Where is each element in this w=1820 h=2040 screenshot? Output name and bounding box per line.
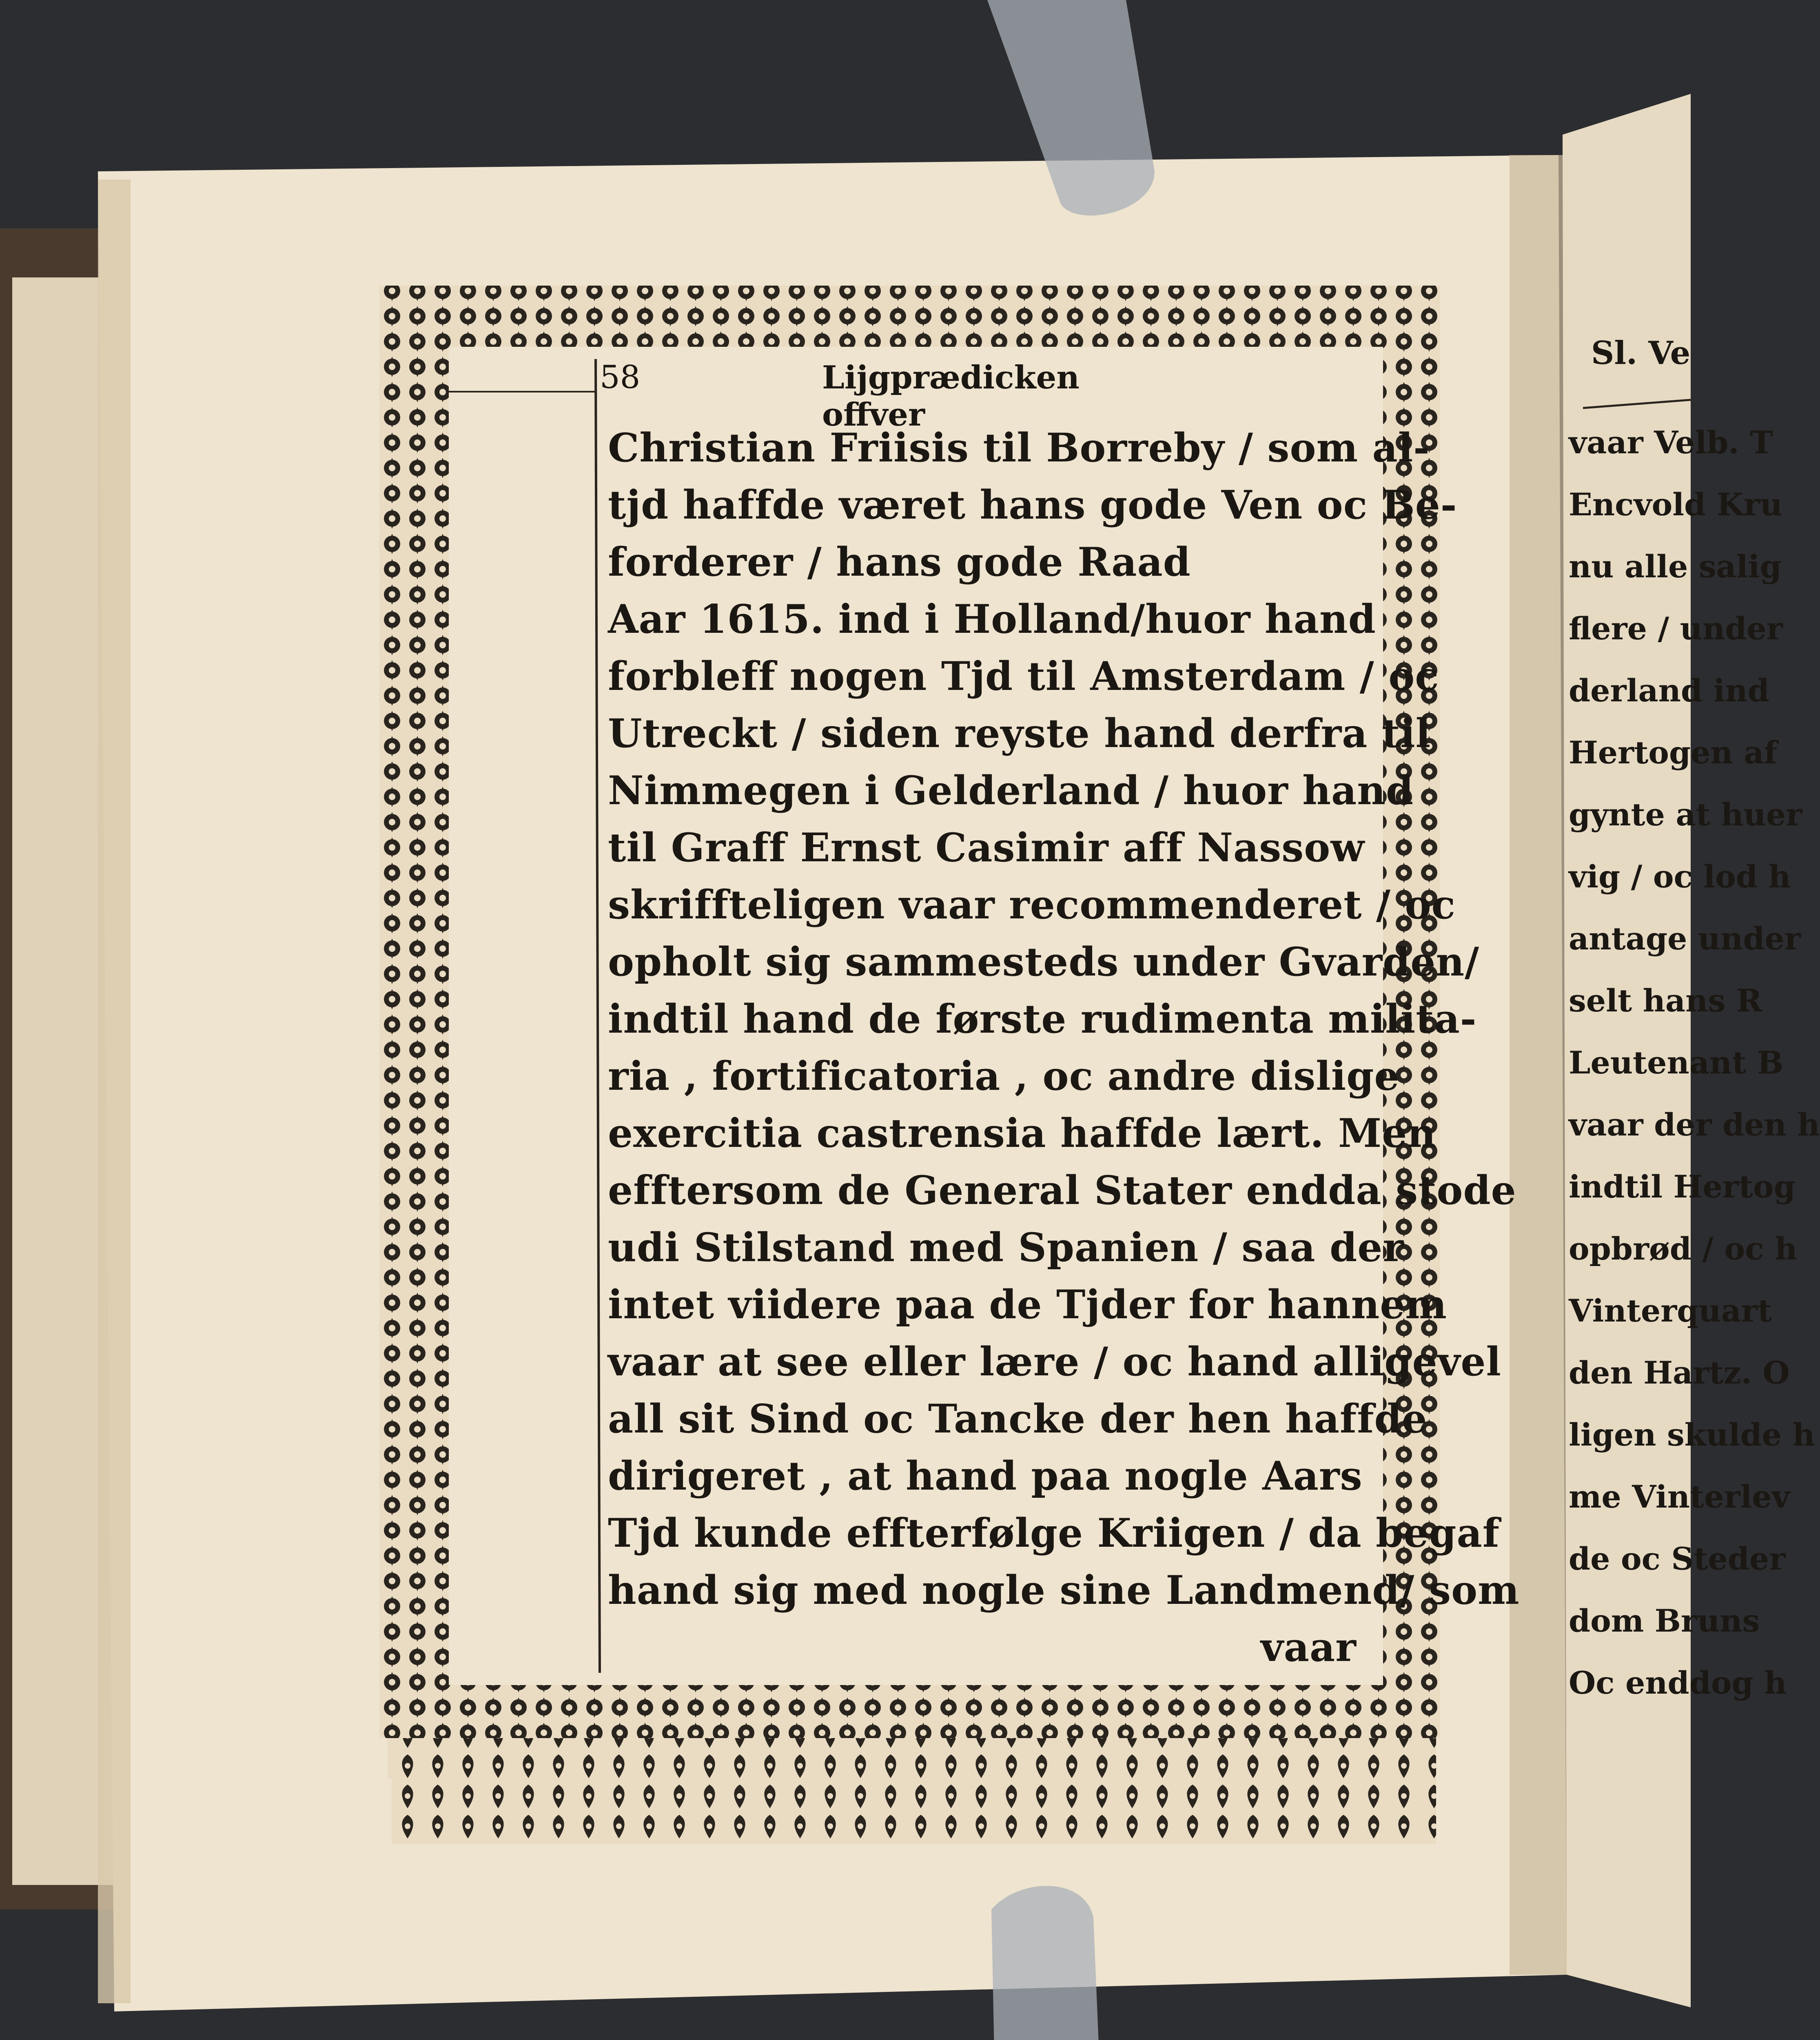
facing-text-line: indtil Hertog <box>1569 1169 1796 1205</box>
text-line: vaar <box>1261 1624 1357 1670</box>
text-line: Utreckt / siden reyste hand derfra til <box>608 710 1431 756</box>
text-line: exercitia castrensia haffde lært. Men <box>608 1110 1436 1156</box>
page-fore-edge <box>98 180 131 2003</box>
text-line: vaar at see eller lære / oc hand alligevel <box>608 1339 1501 1385</box>
text-line: indtil hand de første rudimenta milita- <box>608 996 1477 1042</box>
facing-text-line: den Hartz. O <box>1569 1355 1790 1391</box>
border-bottom-band <box>388 1738 1436 1779</box>
text-line: efftersom de General Stater endda stode <box>608 1167 1516 1213</box>
text-line: Christian Friisis til Borreby / som al- <box>608 425 1430 471</box>
facing-text-line: de oc Steder <box>1569 1541 1786 1577</box>
text-line: forderer / hans gode Raad <box>608 539 1191 585</box>
facing-text-line: dom Bruns <box>1569 1603 1760 1639</box>
clip-bottom <box>991 1886 1102 2040</box>
text-line: opholt sig sammesteds under Gvarden/ <box>608 939 1480 985</box>
text-line: tjd haffde været hans gode Ven oc Be- <box>608 482 1457 528</box>
running-head: Lijgprædicken offver <box>822 359 1080 433</box>
text-line: ria , fortificatoria , oc andre dislige <box>608 1053 1400 1099</box>
facing-text-line: Leutenant B <box>1569 1044 1784 1081</box>
border-left <box>379 286 449 1738</box>
text-line: hand sig med nogle sine Landmend/ som <box>608 1567 1520 1613</box>
text-line: Nimmegen i Gelderland / huor hand <box>608 767 1414 814</box>
facing-page <box>1558 310 1820 1714</box>
page-number: 58 <box>600 359 641 396</box>
facing-text-line: antage under <box>1569 920 1801 957</box>
facing-text-line: derland ind <box>1569 672 1769 709</box>
text-line: forbleff nogen Tjd til Amsterdam / oc <box>608 653 1439 699</box>
facing-text-line: vaar Velb. T <box>1569 424 1773 461</box>
text-line: Aar 1615. ind i Holland/huor hand <box>608 596 1376 642</box>
facing-text-line: Encvold Kru <box>1569 486 1783 523</box>
facing-text-line: vaar der den h <box>1569 1106 1820 1143</box>
text-line: Tjd kunde effterfølge Kriigen / da begaf <box>608 1510 1500 1556</box>
facing-text-line: Hertogen af <box>1569 734 1778 771</box>
facing-text-line: nu alle salig <box>1569 548 1782 585</box>
text-line: skriffteligen vaar recommenderet / oc <box>608 882 1456 928</box>
border-bottom-band-2 <box>392 1779 1436 1844</box>
facing-text-line: selt hans R <box>1569 982 1762 1019</box>
facing-text-line: me Vinterlev <box>1569 1479 1790 1515</box>
facing-text-line: vig / oc lod h <box>1569 858 1791 895</box>
facing-text-line: Oc enddog h <box>1569 1665 1787 1701</box>
facing-text-line: ligen skulde h <box>1569 1417 1815 1453</box>
border-bottom <box>379 1685 1440 1738</box>
page-header <box>600 359 1171 433</box>
text-line: intet viidere paa de Tjder for hannem <box>608 1282 1447 1328</box>
facing-text-line: opbrød / oc h <box>1569 1231 1798 1267</box>
text-line: all sit Sind oc Tancke der hen haffde <box>608 1396 1428 1442</box>
facing-running-head: Sl. Ve <box>1591 335 1691 372</box>
text-line: til Graff Ernst Casimir aff Nassow <box>608 825 1365 871</box>
text-line: dirigeret , at hand paa nogle Aars <box>608 1453 1363 1499</box>
facing-text-line: flere / under <box>1569 610 1783 647</box>
border-top <box>379 286 1436 347</box>
facing-text-line: gynte at huer <box>1569 796 1802 833</box>
text-line: udi Stilstand med Spanien / saa der <box>608 1224 1404 1271</box>
facing-text-line: Vinterquart <box>1569 1293 1772 1329</box>
